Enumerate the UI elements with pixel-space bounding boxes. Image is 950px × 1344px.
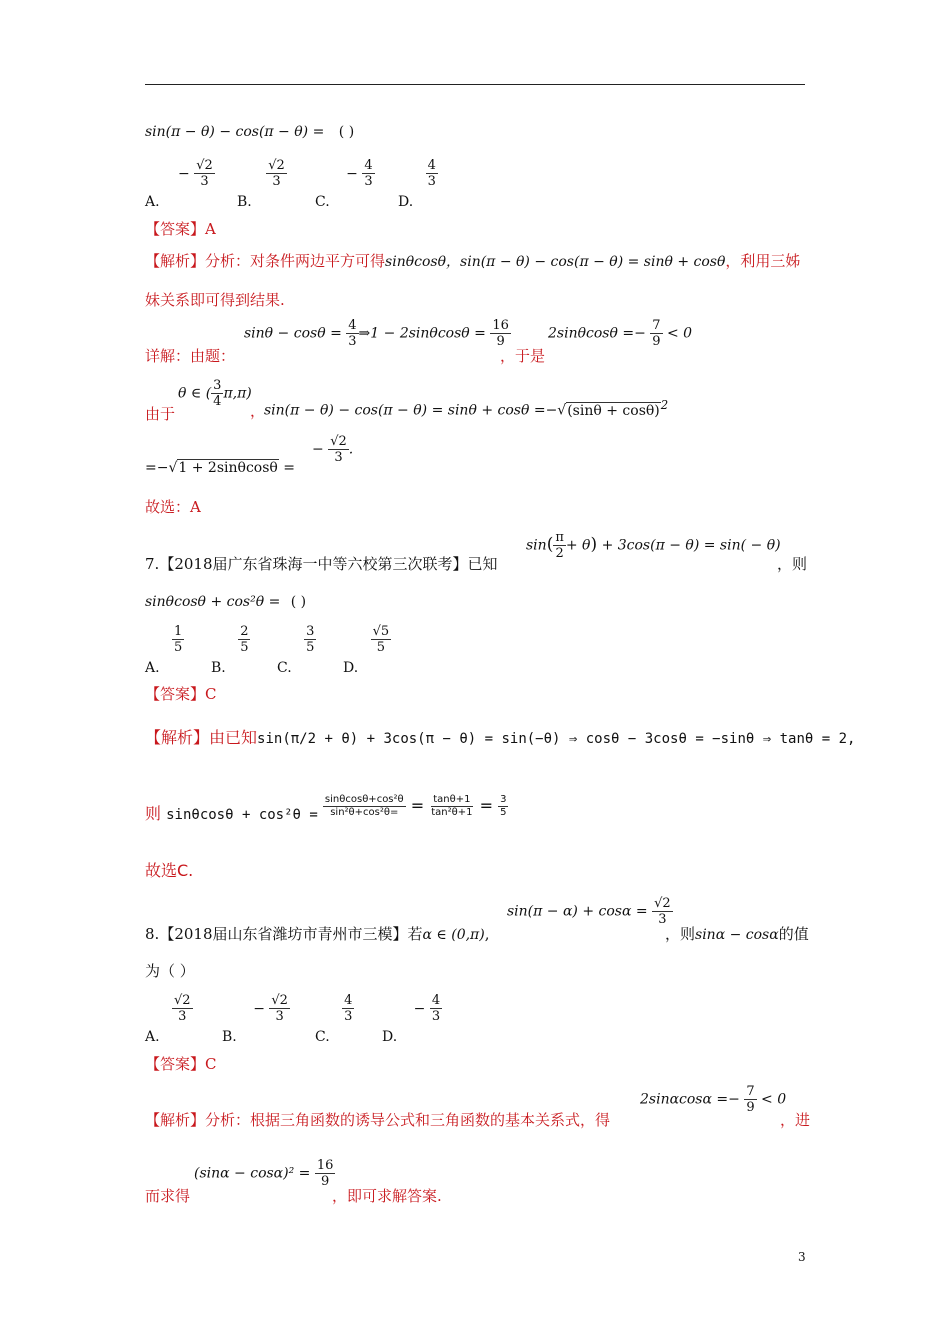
q6-because-radicand: (sinθ + cosθ) xyxy=(567,402,660,419)
q8-is: 为（ ） xyxy=(145,962,195,980)
q7-then-frac1: $\frac{\text{sinθcosθ+cos²θ}}{\text{sin²θ+cos²θ=}}$ xyxy=(324,794,404,818)
q8-comma: , xyxy=(484,925,490,943)
q7-analysis-tag: 【解析】 xyxy=(145,728,210,747)
q6-because-sup: 2 xyxy=(660,398,669,412)
q6-option-a-sign: − xyxy=(178,165,190,182)
q8-result-formula xyxy=(194,1158,335,1189)
q8-option-a-label: A. xyxy=(145,1028,160,1045)
q6-detail-m3b: < 0 xyxy=(667,325,693,342)
q6-option-a-fraction: $\frac{√2}{3}$ xyxy=(196,158,213,189)
q8-option-c xyxy=(315,993,354,1045)
q7-option-c-fraction: $\frac{3}{5}$ xyxy=(306,624,315,655)
q8-result-tail: ，即可求解答案. xyxy=(332,1187,442,1205)
q7-option-a-fraction: $\frac{1}{5}$ xyxy=(174,624,183,655)
q8-option-b xyxy=(222,993,290,1045)
header-rule xyxy=(145,84,805,85)
q7-analysis-text: 由已知 xyxy=(209,728,258,747)
q8-source: 【2018届山东省潍坊市青州市三模】 xyxy=(159,925,408,943)
q8-option-b-fraction: $\frac{√2}{3}$ xyxy=(271,993,288,1024)
q8-value-of: 的值 xyxy=(778,925,809,943)
q6-eq-end: . xyxy=(348,441,354,458)
q6-option-c-fraction: $\frac{4}{3}$ xyxy=(364,158,373,189)
q7-known: 已知 xyxy=(467,555,498,573)
q8-analysis-text: 分析：根据三角函数的诱导公式和三角函数的基本关系式，得 xyxy=(205,1111,611,1129)
q6-analysis-text: 分析：对条件两边平方可得 xyxy=(205,252,386,270)
q6-because-label: 由于 xyxy=(145,405,176,423)
q6-because-m2: sin(π − θ) − cos(π − θ) = sinθ + cosθ =− xyxy=(264,402,558,419)
q7-choose: 故选C. xyxy=(145,861,194,880)
q8-option-d-sign: − xyxy=(413,1000,426,1017)
q8-option-b-label: B. xyxy=(222,1028,237,1045)
q7-option-b-label: B. xyxy=(211,659,226,676)
q7-analysis xyxy=(145,725,855,748)
q6-stem xyxy=(145,124,354,140)
q7-blank: ( ) xyxy=(290,594,307,610)
q7-number: 7. xyxy=(145,555,160,573)
q7-then: ，则 xyxy=(777,555,808,573)
q6-option-c xyxy=(315,158,375,210)
q7-cond-frac: $\frac{\pi}{2}$ xyxy=(555,530,564,561)
q8-result-frac: $\frac{16}{9}$ xyxy=(316,1158,334,1189)
q6-detail-comma: ，于是 xyxy=(500,347,546,365)
q6-detail-formula xyxy=(244,318,511,349)
q6-option-b xyxy=(237,158,287,210)
q8-number: 8. xyxy=(145,925,160,943)
q6-analysis-text-b: ，利用三姊 xyxy=(725,252,801,270)
q8-analysis-formula xyxy=(640,1084,786,1115)
q8-option-c-label: C. xyxy=(315,1028,330,1045)
q7-stem xyxy=(145,594,306,610)
q7-then-frac3: $\frac{3}{5}$ xyxy=(500,794,507,818)
q6-eq-sign: − xyxy=(312,441,324,458)
q7-then-line: 则 sinθcosθ + cos²θ = $\frac{\text{sinθcosθ+cos²θ}}{\text{sin²θ+cos²θ=}}$ = $\frac{\tan\theta+1}{\text{tan²θ+1}}$ = $\frac{3}{5}$ xyxy=(145,794,507,823)
q6-option-b-fraction: $\frac{√2}{3}$ xyxy=(268,158,285,189)
q8-answer: 【答案】C xyxy=(145,1055,217,1073)
q7-answer: 【答案】C xyxy=(145,685,217,703)
q8-option-a xyxy=(145,993,193,1045)
page-number: 3 xyxy=(798,1250,806,1264)
q7-then-label: 则 xyxy=(145,804,162,823)
q6-detail-label: 详解：由题： xyxy=(145,347,236,365)
q6-eq-radicand: 1 + 2sinθcosθ xyxy=(178,460,278,476)
q8-then xyxy=(665,925,809,944)
q6-option-a-label: A. xyxy=(145,193,160,210)
q6-because-frac: $\frac{3}{4}$ xyxy=(213,378,222,409)
q7-stem-formula: sinθcosθ + cos²θ = xyxy=(145,594,281,610)
q6-option-b-label: B. xyxy=(237,193,252,210)
sqrt-icon: √1 + 2sinθcosθ xyxy=(168,460,278,476)
q6-option-d-label: D. xyxy=(398,193,414,210)
q6-option-d-fraction: $\frac{4}{3}$ xyxy=(427,158,436,189)
q7-cond-c: + 3cos(π − θ) = sin( − θ) xyxy=(601,537,781,554)
q8-cond-frac: $\frac{√2}{3}$ xyxy=(654,896,671,927)
q7-option-c xyxy=(277,624,316,676)
q6-detail-m2: ⇒1 − 2sinθcosθ = xyxy=(358,325,486,342)
q6-detail-frac2: $\frac{16}{9}$ xyxy=(492,318,509,349)
q8-cond-m: α ∈ (0,π) xyxy=(422,927,485,943)
q8-cond-eq: sin(π − α) + cosα = xyxy=(507,903,648,920)
q8-option-c-fraction: $\frac{4}{3}$ xyxy=(344,993,353,1024)
q6-option-a xyxy=(145,158,215,210)
q8-analysis-tail: ，进 xyxy=(780,1111,811,1129)
q7-option-d xyxy=(343,624,391,676)
q6-analysis-math2: ，sin(π − θ) − cos(π − θ) = sinθ + cosθ xyxy=(446,254,726,270)
q7-condition: sin( $\frac{\pi}{2}$ + θ) + 3cos(π − θ) = sin( − θ) xyxy=(526,530,781,561)
q8-analysis-m-b: < 0 xyxy=(761,1091,787,1108)
q6-because-m1: θ ∈ ( xyxy=(178,385,212,402)
q7-source: 【2018届广东省珠海一中等六校第三次联考】 xyxy=(159,555,468,573)
q8-option-b-sign: − xyxy=(253,1000,265,1017)
q6-because-formula xyxy=(264,398,668,419)
q7-then-frac2: $\frac{\tan\theta+1}{\text{tan²θ+1}}$ xyxy=(431,794,473,818)
q8-condition xyxy=(507,896,673,927)
q6-option-c-label: C. xyxy=(315,193,330,210)
q8-analysis xyxy=(145,1111,610,1129)
q6-choose: 故选：A xyxy=(145,498,201,516)
q7-option-b-fraction: $\frac{2}{5}$ xyxy=(240,624,249,655)
q6-answer: 【答案】A xyxy=(145,220,216,238)
q6-detail-frac3: $\frac{7}{9}$ xyxy=(652,318,661,349)
q6-because-comma: ， xyxy=(250,402,266,420)
q7-option-a xyxy=(145,624,184,676)
q7-header xyxy=(145,555,498,573)
q6-analysis-line2: 妹关系即可得到结果. xyxy=(145,291,285,309)
q8-header xyxy=(145,925,490,944)
q8-if: 若 xyxy=(407,925,423,943)
q8-then-text: ，则 xyxy=(665,925,696,943)
q7-option-d-label: D. xyxy=(343,659,359,676)
q6-detail-m3: 2sinθcosθ =− xyxy=(548,325,646,342)
q6-analysis xyxy=(145,252,800,271)
q6-because-m1b: π,π) xyxy=(223,385,252,402)
q7-cond-b: + θ xyxy=(565,537,591,554)
q6-eq-result xyxy=(312,434,353,465)
q8-option-d xyxy=(382,993,442,1045)
q6-detail-formula3 xyxy=(548,318,692,349)
q7-option-b xyxy=(211,624,250,676)
q8-option-a-fraction: $\frac{√2}{3}$ xyxy=(174,993,191,1024)
q7-analysis-math: sin(π/2 + θ) + 3cos(π − θ) = sin(−θ) ⇒ cosθ − 3cosθ = −sinθ ⇒ tanθ = 2, xyxy=(257,731,856,747)
q6-option-d xyxy=(398,158,438,210)
q6-eq-frac: $\frac{√2}{3}$ xyxy=(330,434,347,465)
q6-eq-m1: =− xyxy=(145,460,169,476)
q8-option-d-label: D. xyxy=(382,1028,398,1045)
q6-option-c-sign: − xyxy=(346,165,358,182)
q8-analysis-m: 2sinαcosα =− xyxy=(640,1091,740,1108)
q7-then-m: sinθcosθ + cos²θ = xyxy=(166,807,318,823)
q6-detail-m1: sinθ − cosθ = xyxy=(244,325,342,342)
q6-because-range xyxy=(178,378,252,409)
q8-option-d-fraction: $\frac{4}{3}$ xyxy=(431,993,441,1024)
q6-eq-m2: = xyxy=(278,460,296,476)
q6-analysis-tag: 【解析】 xyxy=(145,252,206,270)
q8-analysis-frac: $\frac{7}{9}$ xyxy=(746,1084,755,1115)
q8-analysis-tag: 【解析】 xyxy=(145,1111,206,1129)
q8-target: sinα − cosα xyxy=(695,927,779,943)
q7-option-c-label: C. xyxy=(277,659,292,676)
q7-option-d-fraction: $\frac{√5}{5}$ xyxy=(372,624,390,655)
q6-analysis-math1: sinθcosθ xyxy=(385,254,447,270)
q7-option-a-label: A. xyxy=(145,659,160,676)
q6-stem-formula: sin(π − θ) − cos(π − θ) = xyxy=(145,124,325,140)
q6-eq-line xyxy=(145,460,295,476)
q6-detail-frac1: $\frac{4}{3}$ xyxy=(348,318,357,349)
q7-cond-a: sin xyxy=(526,537,547,554)
q8-result-label: 而求得 xyxy=(145,1187,191,1205)
q8-result-m: (sinα − cosα)² = xyxy=(194,1165,311,1182)
sqrt-icon: √(sinθ + cosθ) xyxy=(557,402,660,419)
q6-blank: ( ) xyxy=(338,124,355,140)
